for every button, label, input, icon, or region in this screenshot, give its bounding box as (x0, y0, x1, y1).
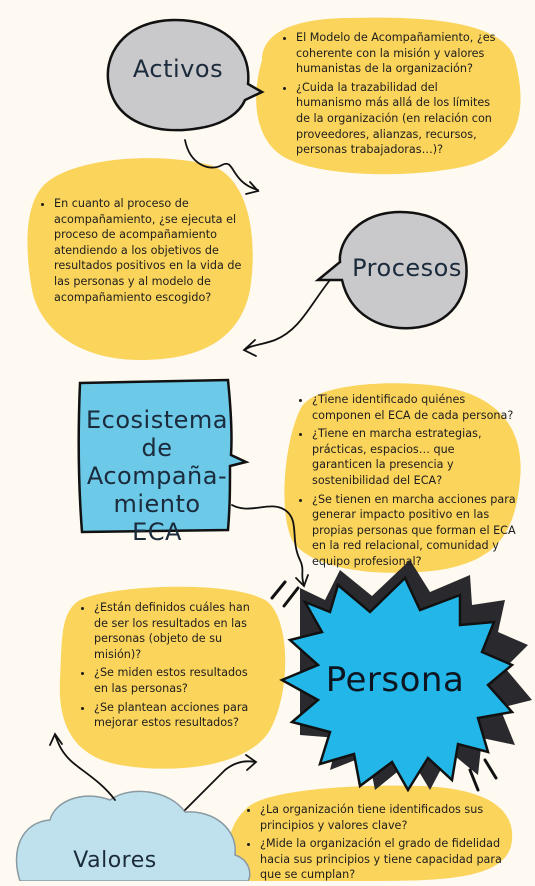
persona-label: Persona (325, 660, 465, 700)
eca-label-line-2: de Acompaña- (86, 434, 228, 490)
eca-label-line-1: Ecosistema (86, 406, 228, 434)
list-item: • ¿Cuida la trazabilidad del humanismo más allá de los límites de la organización (en relación con proveedores, alianzas, recursos, personas trabajadoras…)? (296, 80, 506, 158)
eca-label-line-3: miento (113, 490, 201, 518)
list-item: • ¿Tiene identificado quiénes componen el ECA de cada persona? (312, 392, 518, 423)
valores-questions (248, 802, 504, 886)
eca-label (72, 406, 242, 546)
list-item: • El Modelo de Acompañamiento, ¿es coherente con la misión y valores humanistas de la organización? (296, 30, 506, 77)
list-item: • ¿Se tienen en marcha acciones para generar impacto positivo en las propias personas que forman el ECA en la red relacional, comunidad y equipo profesional? (312, 492, 518, 570)
list-item: • En cuanto al proceso de acompañamiento, ¿se ejecuta el proceso de acompañamiento atendiendo a los objetivos de resultados positivos en la vida de las personas y al modelo de acompañamiento escogido? (54, 196, 242, 305)
list-item: • ¿Están definidos cuáles han de ser los resultados en las personas (objeto de su misión)? (94, 600, 258, 662)
eca-label-line-4: ECA (132, 518, 182, 546)
list-item: • ¿La organización tiene identificados sus principios y valores clave? (260, 802, 504, 833)
list-item: • ¿Mide la organización el grado de fidelidad hacia sus principios y tiene capacidad para que se cumplan? (260, 836, 504, 883)
activos-questions (284, 30, 506, 161)
persona-questions (82, 600, 258, 734)
eca-questions (300, 392, 518, 573)
procesos-label: Procesos (352, 254, 462, 282)
list-item: • ¿Tiene en marcha estrategias, prácticas, espacios… que garanticen la presencia y sostenibilidad del ECA? (312, 426, 518, 488)
list-item: • ¿Se plantean acciones para mejorar estos resultados? (94, 700, 258, 731)
procesos-questions (42, 196, 242, 308)
list-item: • ¿Se miden estos resultados en las personas? (94, 665, 258, 696)
activos-label: Activos (132, 55, 224, 83)
valores-label: Valores (73, 848, 157, 873)
